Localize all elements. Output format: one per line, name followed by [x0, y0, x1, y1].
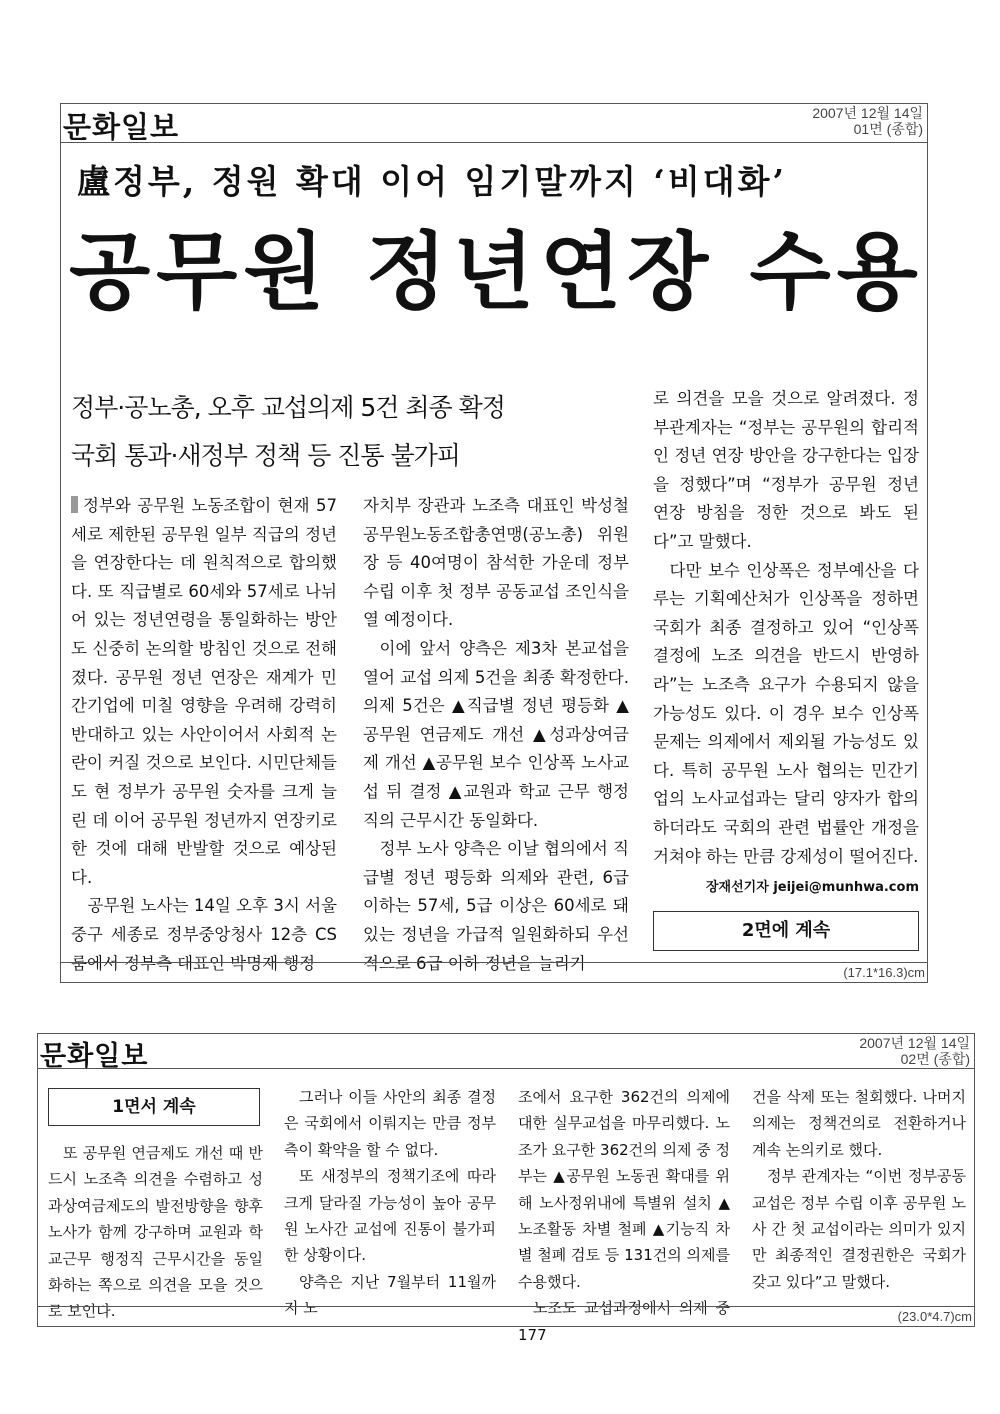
byline: 장재선기자 jeijei@munhwa.com	[706, 880, 919, 896]
page-section: 01면 (종합)	[853, 121, 923, 137]
masthead	[61, 104, 927, 143]
headline: 공무원 정년연장 수용	[69, 223, 924, 321]
paragraph: 또 공무원 연금제도 개선 때 반드시 노조측 의견을 수렴하고 성과상여금제도의 발전방향을 향후 노사가 함께 강구하며 교원과 학교근무 행정직 근무시간을 동일화하는 쪽으로 의견을 모을 것으로 보인다.	[48, 1144, 263, 1321]
article-column-3	[653, 385, 919, 903]
clipping-size: (17.1*16.3)cm	[61, 962, 927, 982]
paragraph: 건을 삭제 또는 철회했다. 나머지 의제는 정책건의로 전환하거나 계속 논의키로 했다.	[752, 1088, 966, 1159]
paragraph: 또 새정부의 정책기조에 따라 크게 달라질 가능성이 높아 공무원 노사간 교섭에 진통이 불가피한 상황이다.	[284, 1167, 496, 1265]
article-column-2	[284, 1084, 496, 1322]
clipping-size: (23.0*4.7)cm	[38, 1306, 974, 1326]
article-column-1	[71, 492, 337, 978]
deck-line-2: 국회 통과·새정부 정책 등 진통 불가피	[71, 441, 460, 470]
paragraph: 그러나 이들 사안의 최종 결정은 국회에서 이뤄지는 만큼 정부측이 확약을 할 수 없다.	[284, 1088, 496, 1159]
date-info	[859, 1035, 970, 1067]
front-page-clipping	[60, 103, 928, 983]
paragraph: 로 의견을 모을 것으로 알려졌다. 정부관계자는 “정부는 공무원의 합리적인 정년 연장 방안을 강구한다는 입장을 정했다”며 “정부가 공무원 정년 연장 방침을 정한 것으로 봐도 된다”고 말했다.	[653, 389, 919, 551]
newspaper-logo: 문화일보	[40, 1041, 149, 1072]
issue-date: 2007년 12월 14일	[812, 105, 923, 121]
paragraph: 노조도 교섭과정에서 의제 중 177	[518, 1299, 730, 1344]
paragraph: 자치부 장관과 노조측 대표인 박성철 공무원노동조합총연맹(공노총) 위원장 등 40여명이 참석한 가운데 정부 수립 이후 첫 정부 공동교섭 조인식을 열 예정이다.	[363, 496, 629, 630]
article-column-2	[363, 492, 629, 978]
date-info	[812, 105, 923, 137]
page-section: 02면 (종합)	[900, 1051, 970, 1067]
continued-from-page-1-box: 1면서 계속	[48, 1088, 260, 1126]
issue-date: 2007년 12월 14일	[859, 1035, 970, 1051]
page2-clipping	[37, 1033, 975, 1344]
paragraph: 정부 관계자는 “이번 정부공동교섭은 정부 수립 이후 공무원 노사 간 첫 교섭이라는 의미가 있지만 최종적인 결정권한은 국회가 갖고 있다”고 말했다.	[752, 1167, 966, 1291]
deck-line-1: 정부·공노총, 오후 교섭의제 5건 최종 확정	[71, 393, 505, 422]
article-column-1	[48, 1140, 263, 1325]
continued-on-page-2-box: 2면에 계속	[653, 911, 919, 951]
subheadline: 盧정부, 정원 확대 이어 임기말까지 ‘비대화’	[77, 162, 787, 201]
paragraph: 양측은 지난 7월부터 11월까지 노	[284, 1272, 496, 1318]
article-column-4	[752, 1084, 966, 1295]
newspaper-logo: 문화일보	[63, 110, 180, 144]
masthead	[38, 1034, 974, 1072]
paragraph: 다만 보수 인상폭은 정부예산을 다루는 기획예산처가 인상폭을 정하면 국회가 최종 결정하고 있어 “인상폭 결정에 노조 의견을 반드시 반영하라”는 노조측 요구가 수용되지 않을 가능성도 있다. 이 경우 보수 인상폭 문제는 의제에서 제외될 가능성도 있다. 특히 공무원 노사 협의는 민간기업의 노사교섭과는 달리 양자가 합의하더라도 국회의 관련 법률안 개정을 거쳐야 하는 만큼 강제성이 떨어진다.	[653, 560, 919, 866]
paragraph: 조에서 요구한 362건의 의제에 대한 실무교섭을 마무리했다. 노조가 요구한 362건의 의제 중 정부는 ▲공무원 노동권 확대를 위해 노사정위내에 특별위 설치 ▲노조활동 차별 철폐 ▲기능직 차별 철폐 검토 등 131건의 의제를 수용했다.	[518, 1088, 730, 1291]
paragraph: 정부 노사 양측은 이날 협의에서 직급별 정년 평등화 의제와 관련, 6급 이하는 57세, 5급 이상은 60세로 돼있는 정년을 가급적 일원화하되 우선적으로 6급 이하 정년을 늘리기	[363, 839, 629, 973]
paragraph: 공무원 노사는 14일 오후 3시 서울 중구 세종로 정부중앙청사 12층 CS룸에서 정부측 대표인 박명재 행정	[71, 896, 337, 973]
lead-marker-icon	[71, 496, 78, 513]
paragraph: 정부와 공무원 노동조합이 현재 57세로 제한된 공무원 일부 직급의 정년을 연장한다는 데 원칙적으로 합의했다. 또 직급별로 60세와 57세로 나뉘어 있는 정년연령을 통일화하는 방안도 신중히 논의할 방침인 것으로 전해졌다. 공무원 정년 연장은 재계가 민간기업에 미칠 영향을 우려해 강력히 반대하고 있는 사안이어서 사회적 논란이 커질 것으로 보인다. 시민단체들도 현 정부가 공무원 숫자를 크게 늘린 데 이어 공무원 정년까지 연장키로 한 것에 대해 반발할 것으로 예상된다.	[71, 496, 337, 887]
paragraph: 이에 앞서 양측은 제3차 본교섭을 열어 교섭 의제 5건을 최종 확정한다. 의제 5건은 ▲직급별 정년 평등화 ▲공무원 연금제도 개선 ▲성과상여금제 개선 ▲공무원 보수 인상폭 노사교섭 뒤 결정 ▲교원과 학교 근무 행정직의 근무시간 동일화다.	[363, 638, 629, 830]
